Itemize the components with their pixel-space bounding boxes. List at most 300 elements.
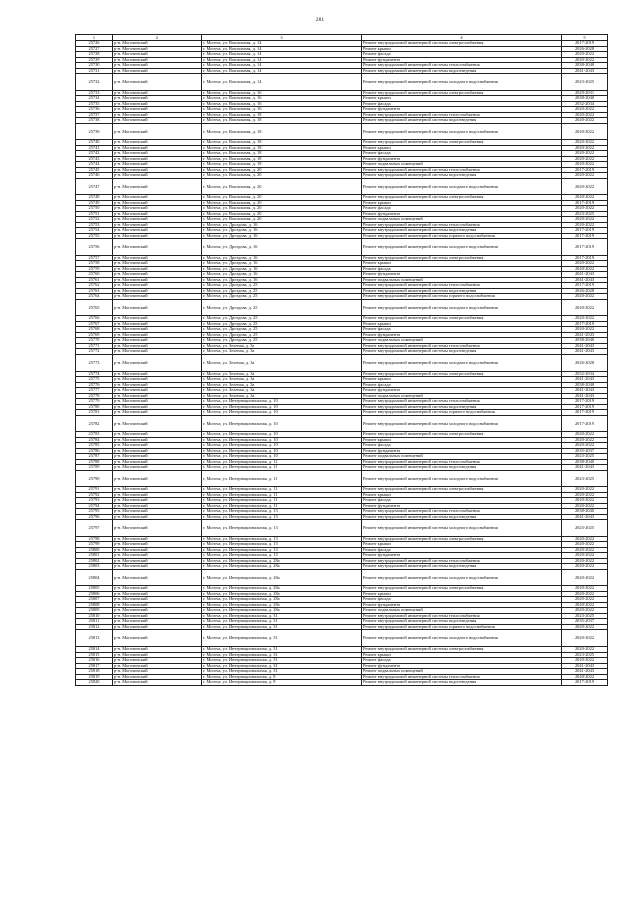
district-cell: р-н. Могочинский: [113, 536, 202, 542]
address-cell: г. Могоча, ул. Дроздова, д. 25: [202, 321, 362, 327]
table-row: [76, 680, 608, 686]
row-number-cell: 25746: [76, 173, 113, 179]
work-type-cell: Ремонт внутридомовой инженерной системы водоотведения: [362, 564, 562, 570]
row-number-cell: 25738: [76, 118, 113, 124]
district-cell: р-н. Могочинский: [113, 399, 202, 405]
row-number-cell: 25772: [76, 349, 113, 355]
period-cell: 2038-2040: [562, 96, 608, 102]
district-cell: р-н. Могочинский: [113, 586, 202, 592]
district-cell: р-н. Могочинский: [113, 547, 202, 553]
address-cell: г. Могоча, ул. Вокзальная, д. 14: [202, 68, 362, 74]
work-type-cell: Ремонт крыши: [362, 437, 562, 443]
district-cell: р-н. Могочинский: [113, 415, 202, 432]
district-cell: р-н. Могочинский: [113, 123, 202, 140]
district-cell: р-н. Могочинский: [113, 503, 202, 509]
work-type-cell: Ремонт внутридомовой инженерной системы водоотведения: [362, 349, 562, 355]
period-cell: 2017-2019: [562, 255, 608, 261]
work-type-cell: Ремонт крыши: [362, 542, 562, 548]
row-number-cell: 25789: [76, 465, 113, 471]
work-type-cell: Ремонт фасада: [362, 101, 562, 107]
address-cell: г. Могоча, ул. Интернациональная, д. 13: [202, 520, 362, 537]
period-cell: 2020-2022: [562, 536, 608, 542]
work-type-cell: Ремонт подвальных помещений: [362, 277, 562, 283]
period-cell: 2038-2040: [562, 382, 608, 388]
work-type-cell: Ремонт фундамента: [362, 272, 562, 278]
period-cell: 2041-2043: [562, 277, 608, 283]
address-cell: г. Могоча, ул. Дроздова, д. 16: [202, 261, 362, 267]
period-cell: 2020-2022: [562, 162, 608, 168]
row-number-cell: 25729: [76, 57, 113, 63]
district-cell: р-н. Могочинский: [113, 233, 202, 239]
row-number-cell: 25753: [76, 222, 113, 228]
period-cell: 2020-2022: [562, 674, 608, 680]
address-cell: г. Могоча, ул. Интернациональная, д. 10: [202, 415, 362, 432]
work-type-cell: Ремонт внутридомовой инженерной системы электроснабжения: [362, 41, 562, 47]
row-number-cell: 25794: [76, 503, 113, 509]
period-cell: 2017-2019: [562, 680, 608, 686]
period-cell: 2020-2022: [562, 487, 608, 493]
district-cell: р-н. Могочинский: [113, 470, 202, 487]
period-cell: 2020-2022: [562, 327, 608, 333]
address-cell: г. Могоча, ул. Зеленая, д. 3а: [202, 354, 362, 371]
period-cell: 2020-2022: [562, 145, 608, 151]
address-cell: г. Могоча, ул. Вокзальная, д. 20: [202, 167, 362, 173]
row-number-cell: 25730: [76, 63, 113, 69]
row-number-cell: 25780: [76, 404, 113, 410]
district-cell: р-н. Могочинский: [113, 107, 202, 113]
work-type-cell: Ремонт внутридомовой инженерной системы электроснабжения: [362, 316, 562, 322]
district-cell: р-н. Могочинский: [113, 553, 202, 559]
row-number-cell: 25819: [76, 674, 113, 680]
work-type-cell: Ремонт подвальных помещений: [362, 393, 562, 399]
row-number-cell: 25771: [76, 343, 113, 349]
period-cell: 2020-2022: [562, 173, 608, 179]
work-type-cell: Ремонт внутридомовой инженерной системы холодного водоснабжения: [362, 299, 562, 316]
row-number-cell: 25782: [76, 415, 113, 432]
district-cell: р-н. Могочинский: [113, 239, 202, 256]
row-number-cell: 25788: [76, 459, 113, 465]
period-cell: 2020-2022: [562, 178, 608, 195]
row-number-cell: 25777: [76, 388, 113, 394]
row-number-cell: 25756: [76, 239, 113, 256]
work-type-cell: Ремонт внутридомовой инженерной системы горячего водоснабжения: [362, 410, 562, 416]
period-cell: 2020-2022: [562, 492, 608, 498]
district-cell: р-н. Могочинский: [113, 542, 202, 548]
address-cell: г. Могоча, ул. Интернациональная, д. 10: [202, 410, 362, 416]
address-cell: г. Могоча, ул. Вокзальная, д. 20: [202, 178, 362, 195]
address-cell: г. Могоча, ул. Интернациональная, д. 31: [202, 658, 362, 664]
column-header: 1: [76, 35, 113, 41]
address-cell: г. Могоча, ул. Дроздова, д. 16: [202, 272, 362, 278]
table-row: [76, 74, 608, 91]
row-number-cell: 25767: [76, 321, 113, 327]
address-cell: г. Могоча, ул. Интернациональная, д. 10: [202, 454, 362, 460]
district-cell: р-н. Могочинский: [113, 371, 202, 377]
work-type-cell: Ремонт фундамента: [362, 57, 562, 63]
period-cell: 2017-2019: [562, 200, 608, 206]
district-cell: р-н. Могочинский: [113, 343, 202, 349]
table-row: [76, 569, 608, 586]
work-type-cell: Ремонт внутридомовой инженерной системы водоотведения: [362, 118, 562, 124]
district-cell: р-н. Могочинский: [113, 658, 202, 664]
address-cell: г. Могоча, ул. Дроздова, д. 25: [202, 338, 362, 344]
district-cell: р-н. Могочинский: [113, 338, 202, 344]
address-cell: г. Могоча, ул. Интернациональная, д. 10: [202, 399, 362, 405]
address-cell: г. Могоча, ул. Интернациональная, д. 10: [202, 404, 362, 410]
row-number-cell: 25784: [76, 437, 113, 443]
period-cell: 2017-2019: [562, 410, 608, 416]
work-type-cell: Ремонт внутридомовой инженерной системы водоотведения: [362, 465, 562, 471]
period-cell: 2020-2022: [562, 569, 608, 586]
address-cell: г. Могоча, ул. Интернациональная, д. 31: [202, 663, 362, 669]
address-cell: г. Могоча, ул. Дроздова, д. 25: [202, 283, 362, 289]
period-cell: 2020-2022: [562, 206, 608, 212]
table-row: [76, 630, 608, 647]
work-type-cell: Ремонт внутридомовой инженерной системы электроснабжения: [362, 432, 562, 438]
district-cell: р-н. Могочинский: [113, 222, 202, 228]
row-number-cell: 25744: [76, 162, 113, 168]
row-number-cell: 25805: [76, 586, 113, 592]
work-type-cell: Ремонт внутридомовой инженерной системы водоотведения: [362, 619, 562, 625]
district-cell: р-н. Могочинский: [113, 382, 202, 388]
address-cell: г. Могоча, ул. Интернациональная, д. 8: [202, 674, 362, 680]
work-type-cell: Ремонт внутридомовой инженерной системы электроснабжения: [362, 90, 562, 96]
work-type-cell: Ремонт фундамента: [362, 211, 562, 217]
district-cell: р-н. Могочинский: [113, 118, 202, 124]
address-cell: г. Могоча, ул. Вокзальная, д. 16: [202, 107, 362, 113]
address-cell: г. Могоча, ул. Вокзальная, д. 18: [202, 156, 362, 162]
work-type-cell: Ремонт фасада: [362, 266, 562, 272]
address-cell: г. Могоча, ул. Дроздова, д. 25: [202, 332, 362, 338]
address-cell: г. Могоча, ул. Интернациональная, д. 11: [202, 459, 362, 465]
period-cell: 2020-2022: [562, 542, 608, 548]
period-cell: 2041-2043: [562, 343, 608, 349]
work-type-cell: Ремонт фундамента: [362, 448, 562, 454]
row-number-cell: 25737: [76, 112, 113, 118]
row-number-cell: 25741: [76, 145, 113, 151]
work-type-cell: Ремонт подвальных помещений: [362, 669, 562, 675]
work-type-cell: Ремонт фасада: [362, 206, 562, 212]
period-cell: 2020-2022: [562, 140, 608, 146]
period-cell: 2017-2019: [562, 41, 608, 47]
district-cell: р-н. Могочинский: [113, 569, 202, 586]
work-type-cell: Ремонт подвальных помещений: [362, 454, 562, 460]
district-cell: р-н. Могочинский: [113, 140, 202, 146]
period-cell: 2020-2022: [562, 547, 608, 553]
row-number-cell: 25796: [76, 514, 113, 520]
district-cell: р-н. Могочинский: [113, 200, 202, 206]
row-number-cell: 25815: [76, 652, 113, 658]
district-cell: р-н. Могочинский: [113, 377, 202, 383]
address-cell: г. Могоча, ул. Интернациональная, д. 31: [202, 652, 362, 658]
period-cell: 2020-2022: [562, 443, 608, 449]
period-cell: 2020-2022: [562, 195, 608, 201]
address-cell: г. Могоча, ул. Вокзальная, д. 16: [202, 96, 362, 102]
address-cell: г. Могоча, ул. Вокзальная, д. 18: [202, 118, 362, 124]
row-number-cell: 25745: [76, 167, 113, 173]
district-cell: р-н. Могочинский: [113, 167, 202, 173]
table-row: [76, 123, 608, 140]
work-type-cell: Ремонт внутридомовой инженерной системы теплоснабжения: [362, 283, 562, 289]
district-cell: р-н. Могочинский: [113, 52, 202, 58]
district-cell: р-н. Могочинский: [113, 90, 202, 96]
district-cell: р-н. Могочинский: [113, 283, 202, 289]
work-type-cell: Ремонт крыши: [362, 492, 562, 498]
period-cell: 2020-2022: [562, 437, 608, 443]
work-type-cell: Ремонт внутридомовой инженерной системы водоотведения: [362, 514, 562, 520]
address-cell: г. Могоча, ул. Интернациональная, д. 8: [202, 680, 362, 686]
work-type-cell: Ремонт внутридомовой инженерной системы теплоснабжения: [362, 112, 562, 118]
period-cell: 2035-2037: [562, 448, 608, 454]
row-number-cell: 25763: [76, 288, 113, 294]
district-cell: р-н. Могочинский: [113, 652, 202, 658]
district-cell: р-н. Могочинский: [113, 608, 202, 614]
period-cell: 2023-2025: [562, 613, 608, 619]
period-cell: 2017-2019: [562, 321, 608, 327]
district-cell: р-н. Могочинский: [113, 68, 202, 74]
district-cell: р-н. Могочинский: [113, 492, 202, 498]
period-cell: 2041-2043: [562, 393, 608, 399]
period-cell: 2038-2040: [562, 63, 608, 69]
work-type-cell: Ремонт внутридомовой инженерной системы холодного водоснабжения: [362, 415, 562, 432]
period-cell: 2038-2040: [562, 459, 608, 465]
work-type-cell: Ремонт внутридомовой инженерной системы теплоснабжения: [362, 343, 562, 349]
row-number-cell: 25774: [76, 371, 113, 377]
district-cell: р-н. Могочинский: [113, 564, 202, 570]
period-cell: 2017-2019: [562, 167, 608, 173]
row-number-cell: 25800: [76, 547, 113, 553]
row-number-cell: 25813: [76, 630, 113, 647]
period-cell: 2017-2019: [562, 283, 608, 289]
period-cell: 2017-2019: [562, 404, 608, 410]
period-cell: 2020-2022: [562, 299, 608, 316]
work-type-cell: Ремонт фасада: [362, 443, 562, 449]
district-cell: р-н. Могочинский: [113, 630, 202, 647]
work-type-cell: Ремонт внутридомовой инженерной системы электроснабжения: [362, 140, 562, 146]
work-type-cell: Ремонт фасада: [362, 658, 562, 664]
address-cell: г. Могоча, ул. Интернациональная, д. 13: [202, 542, 362, 548]
district-cell: р-н. Могочинский: [113, 404, 202, 410]
district-cell: р-н. Могочинский: [113, 178, 202, 195]
period-cell: 2020-2022: [562, 261, 608, 267]
address-cell: г. Могоча, ул. Вокзальная, д. 14: [202, 52, 362, 58]
address-cell: г. Могоча, ул. Вокзальная, д. 14: [202, 46, 362, 52]
address-cell: г. Могоча, ул. Интернациональная, д. 31: [202, 613, 362, 619]
work-type-cell: Ремонт внутридомовой инженерной системы электроснабжения: [362, 536, 562, 542]
address-cell: г. Могоча, ул. Дроздова, д. 16: [202, 277, 362, 283]
address-cell: г. Могоча, ул. Интернациональная, д. 10: [202, 432, 362, 438]
work-type-cell: Ремонт фасада: [362, 382, 562, 388]
row-number-cell: 25810: [76, 613, 113, 619]
period-cell: 2041-2043: [562, 377, 608, 383]
address-cell: г. Могоча, ул. Вокзальная, д. 16: [202, 90, 362, 96]
work-type-cell: Ремонт фасада: [362, 151, 562, 157]
period-cell: 2020-2022: [562, 118, 608, 124]
row-number-cell: 25747: [76, 178, 113, 195]
work-type-cell: Ремонт внутридомовой инженерной системы теплоснабжения: [362, 167, 562, 173]
address-cell: г. Могоча, ул. Вокзальная, д. 20: [202, 173, 362, 179]
period-cell: 2020-2022: [562, 316, 608, 322]
row-number-cell: 25760: [76, 272, 113, 278]
row-number-cell: 25807: [76, 597, 113, 603]
period-cell: 2038-2040: [562, 338, 608, 344]
district-cell: р-н. Могочинский: [113, 663, 202, 669]
row-number-cell: 25806: [76, 591, 113, 597]
row-number-cell: 25778: [76, 393, 113, 399]
district-cell: р-н. Могочинский: [113, 680, 202, 686]
work-type-cell: Ремонт подвальных помещений: [362, 338, 562, 344]
address-cell: г. Могоча, ул. Интернациональная, д. 11: [202, 498, 362, 504]
work-type-cell: Ремонт внутридомовой инженерной системы горячего водоснабжения: [362, 294, 562, 300]
district-cell: р-н. Могочинский: [113, 156, 202, 162]
district-cell: р-н. Могочинский: [113, 509, 202, 515]
address-cell: г. Могоча, ул. Интернациональная, д. 28а: [202, 564, 362, 570]
period-cell: 2020-2022: [562, 294, 608, 300]
address-cell: г. Могоча, ул. Вокзальная, д. 18: [202, 140, 362, 146]
address-cell: г. Могоча, ул. Дроздова, д. 16: [202, 266, 362, 272]
row-number-cell: 25791: [76, 487, 113, 493]
address-cell: г. Могоча, ул. Интернациональная, д. 11: [202, 465, 362, 471]
address-cell: г. Могоча, ул. Интернациональная, д. 28а: [202, 558, 362, 564]
row-number-cell: 25735: [76, 101, 113, 107]
period-cell: 2023-2025: [562, 454, 608, 460]
row-number-cell: 25773: [76, 354, 113, 371]
table-row: [76, 239, 608, 256]
row-number-cell: 25799: [76, 542, 113, 548]
district-cell: р-н. Могочинский: [113, 498, 202, 504]
work-type-cell: Ремонт подвальных помещений: [362, 217, 562, 223]
row-number-cell: 25740: [76, 140, 113, 146]
row-number-cell: 25775: [76, 377, 113, 383]
address-cell: г. Могоча, ул. Дроздова, д. 16: [202, 255, 362, 261]
row-number-cell: 25750: [76, 206, 113, 212]
work-type-cell: Ремонт фасада: [362, 52, 562, 58]
address-cell: г. Могоча, ул. Интернациональная, д. 28а: [202, 569, 362, 586]
row-number-cell: 25751: [76, 211, 113, 217]
district-cell: р-н. Могочинский: [113, 388, 202, 394]
district-cell: р-н. Могочинский: [113, 217, 202, 223]
district-cell: р-н. Могочинский: [113, 454, 202, 460]
period-cell: 2017-2019: [562, 239, 608, 256]
work-type-cell: Ремонт внутридомовой инженерной системы теплоснабжения: [362, 674, 562, 680]
district-cell: р-н. Могочинский: [113, 228, 202, 234]
row-number-cell: 25739: [76, 123, 113, 140]
period-cell: 2020-2022: [562, 624, 608, 630]
address-cell: г. Могоча, ул. Вокзальная, д. 14: [202, 63, 362, 69]
address-cell: г. Могоча, ул. Вокзальная, д. 16: [202, 101, 362, 107]
column-header: 5: [562, 35, 608, 41]
row-number-cell: 25776: [76, 382, 113, 388]
work-type-cell: Ремонт внутридомовой инженерной системы теплоснабжения: [362, 63, 562, 69]
address-cell: г. Могоча, ул. Интернациональная, д. 28а: [202, 597, 362, 603]
row-number-cell: 25779: [76, 399, 113, 405]
address-cell: г. Могоча, ул. Интернациональная, д. 28а: [202, 602, 362, 608]
address-cell: г. Могоча, ул. Вокзальная, д. 20: [202, 195, 362, 201]
row-number-cell: 25743: [76, 156, 113, 162]
district-cell: р-н. Могочинский: [113, 669, 202, 675]
period-cell: 2020-2022: [562, 608, 608, 614]
period-cell: 2020-2022: [562, 498, 608, 504]
table-row: [76, 354, 608, 371]
period-cell: 2020-2022: [562, 222, 608, 228]
address-cell: г. Могоча, ул. Дроздова, д. 16: [202, 239, 362, 256]
district-cell: р-н. Могочинский: [113, 520, 202, 537]
row-number-cell: 25814: [76, 647, 113, 653]
address-cell: г. Могоча, ул. Зеленая, д. 3а: [202, 371, 362, 377]
table-row: [76, 520, 608, 537]
period-cell: 2020-2022: [562, 123, 608, 140]
district-cell: р-н. Могочинский: [113, 277, 202, 283]
address-cell: г. Могоча, ул. Зеленая, д. 3а: [202, 393, 362, 399]
period-cell: 2020-2022: [562, 647, 608, 653]
row-number-cell: 25726: [76, 41, 113, 47]
column-header: 3: [202, 35, 362, 41]
row-number-cell: 25734: [76, 96, 113, 102]
address-cell: г. Могоча, ул. Дроздова, д. 16: [202, 233, 362, 239]
work-type-cell: Ремонт внутридомовой инженерной системы водоотведения: [362, 288, 562, 294]
address-cell: г. Могоча, ул. Интернациональная, д. 13: [202, 547, 362, 553]
district-cell: р-н. Могочинский: [113, 74, 202, 91]
address-cell: г. Могоча, ул. Интернациональная, д. 28а: [202, 586, 362, 592]
district-cell: р-н. Могочинский: [113, 487, 202, 493]
period-cell: 2041-2043: [562, 514, 608, 520]
address-cell: г. Могоча, ул. Интернациональная, д. 31: [202, 669, 362, 675]
district-cell: р-н. Могочинский: [113, 591, 202, 597]
row-number-cell: 25728: [76, 52, 113, 58]
district-cell: р-н. Могочинский: [113, 211, 202, 217]
row-number-cell: 25742: [76, 151, 113, 157]
row-number-cell: 25761: [76, 277, 113, 283]
period-cell: 2026-2028: [562, 46, 608, 52]
row-number-cell: 25781: [76, 410, 113, 416]
address-cell: г. Могоча, ул. Интернациональная, д. 31: [202, 619, 362, 625]
period-cell: 2020-2022: [562, 266, 608, 272]
row-number-cell: 25755: [76, 233, 113, 239]
period-cell: 2017-2019: [562, 228, 608, 234]
address-cell: г. Могоча, ул. Дроздова, д. 25: [202, 299, 362, 316]
period-cell: 2026-2028: [562, 354, 608, 371]
work-type-cell: Ремонт внутридомовой инженерной системы теплоснабжения: [362, 222, 562, 228]
period-cell: 2020-2022: [562, 57, 608, 63]
row-number-cell: 25811: [76, 619, 113, 625]
row-number-cell: 25766: [76, 316, 113, 322]
district-cell: р-н. Могочинский: [113, 63, 202, 69]
period-cell: 2041-2043: [562, 388, 608, 394]
period-cell: 2023-2025: [562, 652, 608, 658]
address-cell: г. Могоча, ул. Дроздова, д. 16: [202, 228, 362, 234]
work-type-cell: Ремонт внутридомовой инженерной системы водоотведения: [362, 68, 562, 74]
district-cell: р-н. Могочинский: [113, 410, 202, 416]
district-cell: р-н. Могочинский: [113, 272, 202, 278]
district-cell: р-н. Могочинский: [113, 465, 202, 471]
address-cell: г. Могоча, ул. Интернациональная, д. 31: [202, 630, 362, 647]
column-header: 2: [113, 35, 202, 41]
period-cell: 2020-2022: [562, 630, 608, 647]
row-number-cell: 25812: [76, 624, 113, 630]
period-cell: 2020-2022: [562, 564, 608, 570]
district-cell: р-н. Могочинский: [113, 145, 202, 151]
district-cell: р-н. Могочинский: [113, 162, 202, 168]
work-type-cell: Ремонт крыши: [362, 591, 562, 597]
row-number-cell: 25768: [76, 327, 113, 333]
period-cell: 2020-2022: [562, 217, 608, 223]
period-cell: 2041-2043: [562, 669, 608, 675]
address-cell: г. Могоча, ул. Вокзальная, д. 18: [202, 123, 362, 140]
period-cell: 2041-2043: [562, 465, 608, 471]
address-cell: г. Могоча, ул. Интернациональная, д. 31: [202, 647, 362, 653]
district-cell: р-н. Могочинский: [113, 316, 202, 322]
district-cell: р-н. Могочинский: [113, 46, 202, 52]
